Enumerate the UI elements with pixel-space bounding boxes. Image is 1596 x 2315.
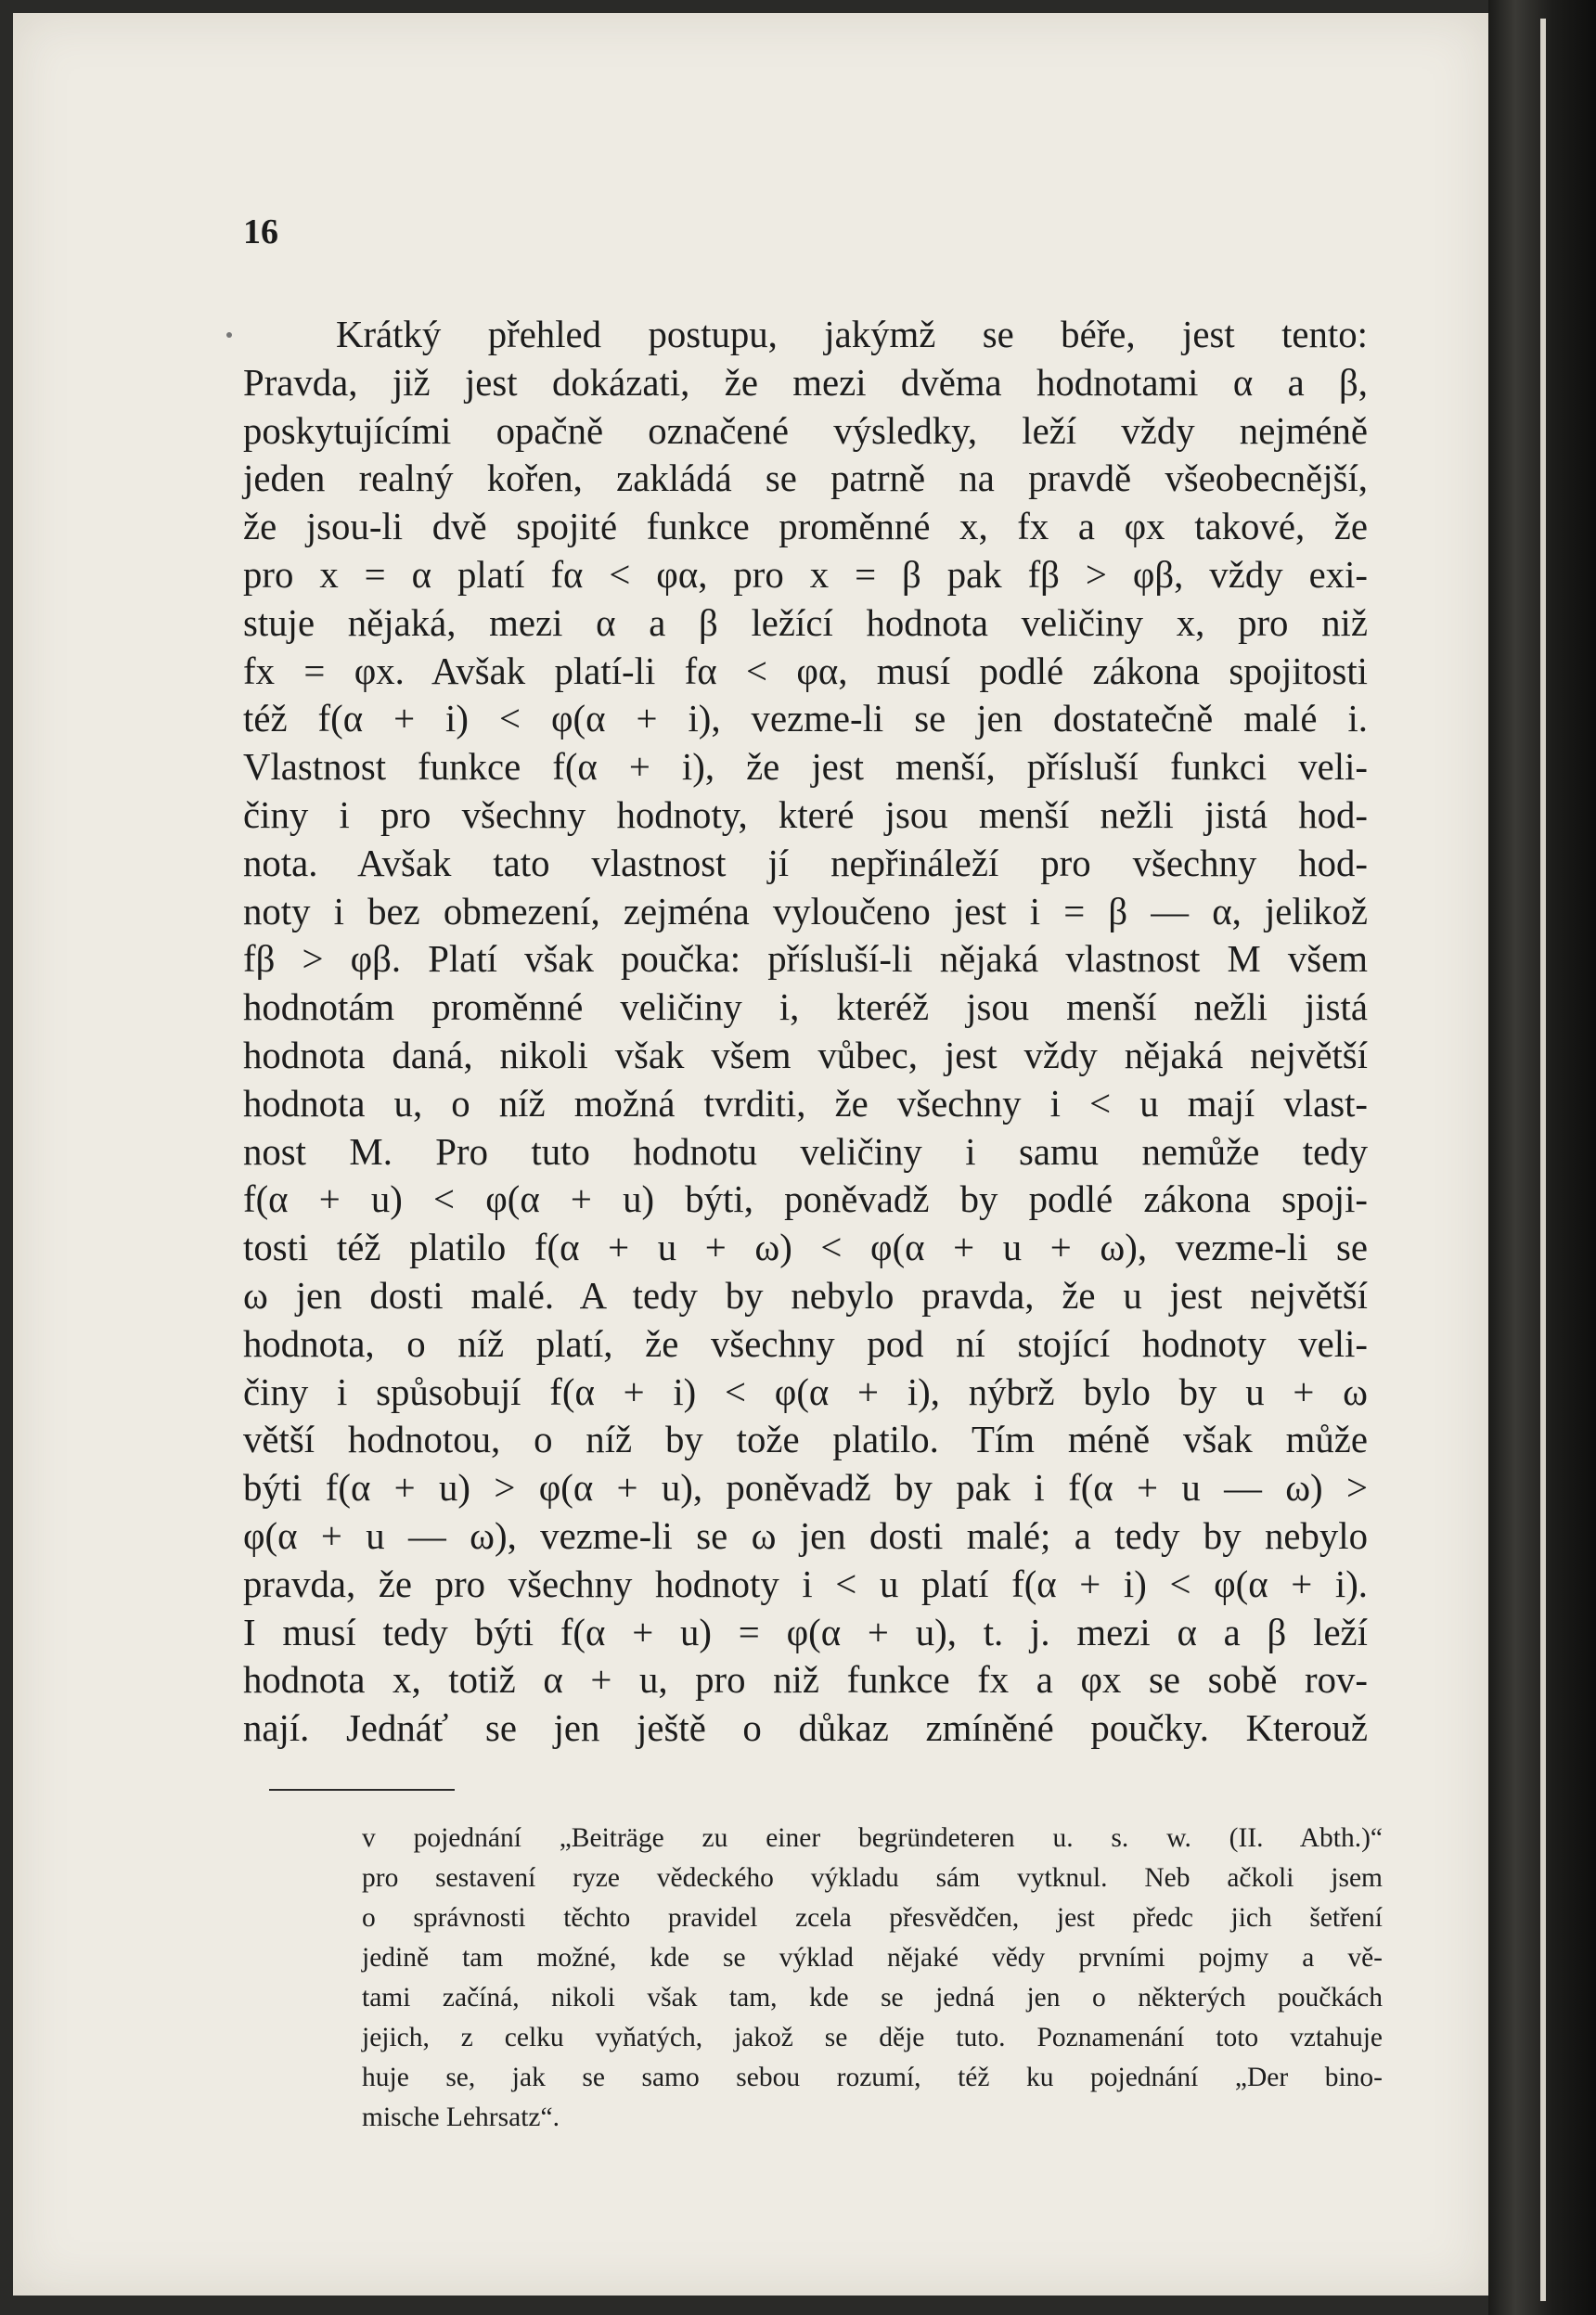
footnote-rule	[269, 1789, 455, 1791]
text-line: stuje nějaká, mezi α a β ležící hodnota veličiny x, pro niž	[243, 601, 1368, 644]
text-line: nost M. Pro tuto hodnotu veličiny i samu nemůže tedy	[243, 1130, 1368, 1173]
footnote-line: jedině tam možné, kde se výklad nějaké vědy prvními pojmy a vě-	[362, 1943, 1383, 1973]
text-line: též f(α + i) < φ(α + i), vezme-li se jen dostatečně malé i.	[243, 698, 1368, 740]
text-line: hodnota x, totiž α + u, pro niž funkce fx a φx se sobě rov-	[243, 1659, 1368, 1702]
margin-mark	[226, 332, 232, 338]
text-line: pro x = α platí fα < φα, pro x = β pak fβ > φβ, vždy exi-	[243, 553, 1368, 596]
text-line: nají. Jednáť se jen ještě o důkaz zmíněné poučky. Kterouž	[243, 1707, 1368, 1750]
footnote-line: mische Lehrsatz“.	[362, 2103, 560, 2132]
text-line: φ(α + u — ω), vezme-li se ω jen dosti malé; a tedy by nebylo	[243, 1514, 1368, 1557]
text-line	[243, 311, 1368, 359]
footnote-line: pro sestavení ryze vědeckého výkladu sám vytknul. Neb ačkoli jsem	[362, 1863, 1383, 1893]
text-line: f(α + u) < φ(α + u) býti, poněvadž by podlé zákona spoji-	[243, 1178, 1368, 1221]
footnote-line: tami začíná, nikoli však tam, kde se jedná jen o některých poučkách	[362, 1983, 1383, 2013]
text-line: hodnota u, o níž možná tvrditi, že všechny i < u mají vlast-	[243, 1082, 1368, 1125]
text-line: hodnota daná, nikoli však všem vůbec, jest vždy nějaká největší	[243, 1034, 1368, 1076]
page-number: 16	[243, 212, 278, 251]
text-line: poskytujícími opačně označené výsledky, leží vždy nejméně	[243, 409, 1368, 452]
text-line: I musí tedy býti f(α + u) = φ(α + u), t. j. mezi α a β leží	[243, 1611, 1368, 1653]
text-line: že jsou-li dvě spojité funkce proměnné x, fx a φx takové, že	[243, 506, 1368, 548]
text-line: pravda, že pro všechny hodnoty i < u platí f(α + i) < φ(α + i).	[243, 1563, 1368, 1605]
text-line: ω jen dosti malé. A tedy by nebylo pravda, že u jest největší	[243, 1274, 1368, 1317]
page-edge-line	[1540, 19, 1546, 2301]
text-line: tosti též platilo f(α + u + ω) < φ(α + u + ω), vezme-li se	[243, 1227, 1368, 1269]
text-line-content: Krátký přehled postupu, jakýmž se béře, jest tento:	[336, 314, 1368, 355]
text-line: Pravda, již jest dokázati, že mezi dvěma hodnotami α a β,	[243, 361, 1368, 404]
text-line: hodnotám proměnné veličiny i, kteréž jsou menší nežli jistá	[243, 986, 1368, 1029]
text-line: činy i spůsobují f(α + i) < φ(α + i), nýbrž bylo by u + ω	[243, 1370, 1368, 1413]
text-line: jeden realný kořen, zakládá se patrně na pravdě všeobecnější,	[243, 457, 1368, 500]
text-line: hodnota, o níž platí, že všechny pod ní stojící hodnoty veli-	[243, 1322, 1368, 1365]
footnote-line: huje se, jak se samo sebou rozumí, též ku pojednání „Der bino-	[362, 2063, 1383, 2092]
footnote-line: jejich, z celku vyňatých, jakož se děje tuto. Poznamenání toto vztahuje	[362, 2023, 1383, 2052]
text-line: fβ > φβ. Platí však poučka: přísluší-li nějaká vlastnost M všem	[243, 938, 1368, 981]
text-line: činy i pro všechny hodnoty, které jsou menší nežli jistá hod-	[243, 793, 1368, 836]
text-line: větší hodnotou, o níž by tože platilo. Tím méně však může	[243, 1419, 1368, 1461]
footnote	[362, 1819, 1383, 2138]
text-line: noty i bez obmezení, zejména vyloučeno jest i = β — α, jelikož	[243, 890, 1368, 932]
main-text	[243, 311, 1368, 1753]
footnote-line: v pojednání „Beiträge zu einer begründeteren u. s. w. (II. Abth.)“	[362, 1823, 1383, 1853]
text-line: nota. Avšak tato vlastnost jí nepřináleží pro všechny hod-	[243, 842, 1368, 884]
text-line: fx = φx. Avšak platí-li fα < φα, musí podlé zákona spojitosti	[243, 649, 1368, 692]
footnote-line: o správnosti těchto pravidel zcela přesvědčen, jest předc jich šetření	[362, 1903, 1383, 1933]
text-line: býti f(α + u) > φ(α + u), poněvadž by pak i f(α + u — ω) >	[243, 1467, 1368, 1510]
text-line: Vlastnost funkce f(α + i), že jest menší, přísluší funkci veli-	[243, 746, 1368, 789]
